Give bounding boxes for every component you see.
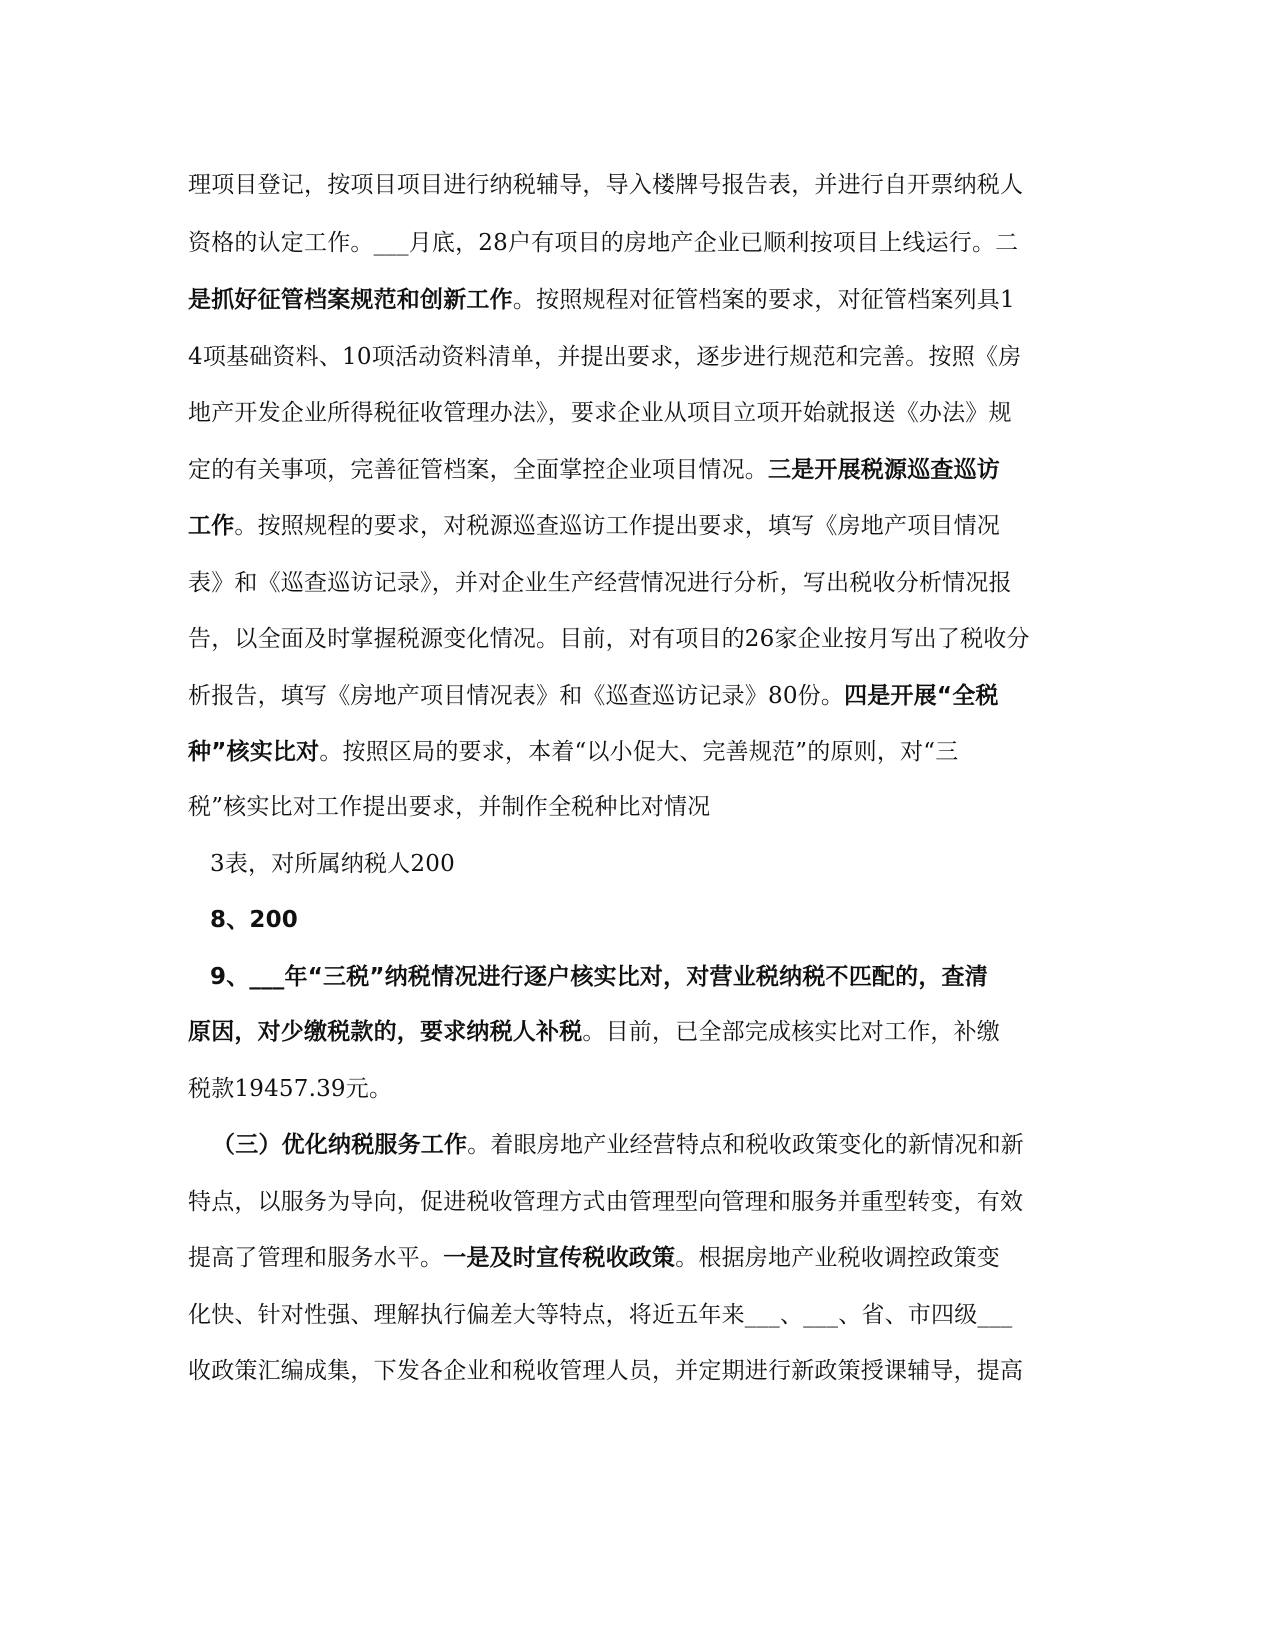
text-segment: 析报告，填写《房地产项目情况表》和《巡查巡访记录》80份。 (188, 683, 845, 709)
text-segment: 。按照规程对征管档案的要求，对征管档案列具1 (512, 287, 1015, 313)
text-line-18 (212, 1130, 1112, 1160)
text-segment: 3表，对所属纳税人200 (210, 851, 455, 877)
text-segment: 4项基础资料、10项活动资料清单，并提出要求，逐步进行规范和完善。按照《房 (188, 344, 1022, 370)
text-segment: 。按照规程的要求，对税源巡查巡访工作提出要求，填写《房地产项目情况 (234, 513, 1001, 539)
text-segment: 税款19457.39元。 (188, 1076, 393, 1102)
text-line-22 (188, 1356, 1088, 1386)
text-line-10 (188, 681, 1088, 711)
bold-heading-segment: 9、___年“三税”纳税情况进行逐户核实比对，对营业税纳税不匹配的，查清 (210, 964, 988, 990)
text-line-3 (188, 285, 1088, 315)
bold-heading-segment: 是抓好征管档案规范和创新工作 (188, 287, 513, 313)
text-line-14 (210, 905, 1110, 935)
text-segment: 理项目登记，按项目项目进行纳税辅导，导入楼牌号报告表，并进行自开票纳税人 (188, 172, 1024, 198)
text-line-15 (210, 962, 1110, 992)
bold-heading-segment: 三是开展税源巡查巡访 (768, 457, 1000, 483)
text-line-6 (188, 455, 1088, 485)
text-line-4 (188, 342, 1088, 372)
text-line-5 (188, 398, 1088, 428)
text-line-9 (188, 624, 1088, 654)
text-line-8 (188, 568, 1088, 598)
text-segment: 资格的认定工作。___月底，28户有项目的房地产企业已顺利按项目上线运行。二 (188, 230, 1019, 256)
text-line-1 (188, 170, 1088, 200)
bold-heading-segment: 一是及时宣传税收政策 (443, 1245, 676, 1271)
text-line-13 (210, 849, 1110, 879)
text-line-2 (188, 228, 1088, 258)
text-segment: 定的有关事项，完善征管档案，全面掌控企业项目情况。 (188, 457, 768, 483)
text-segment: 特点，以服务为导向，促进税收管理方式由管理型向管理和服务并重型转变，有效 (188, 1189, 1024, 1215)
text-segment: 。按照区局的要求，本着“以小促大、完善规范”的原则，对“三 (319, 739, 959, 765)
bold-heading-segment: 工作 (188, 513, 235, 539)
text-line-11 (188, 737, 1088, 767)
text-line-20 (188, 1243, 1088, 1273)
text-segment: 提高了管理和服务水平。 (188, 1245, 444, 1271)
text-segment: 化快、针对性强、理解执行偏差大等特点，将近五年来___、___、省、市四级___ (188, 1302, 1013, 1328)
text-segment: 税”核实比对工作提出要求，并制作全税种比对情况 (188, 794, 711, 820)
text-line-17 (188, 1074, 1088, 1104)
text-segment: 收政策汇编成集，下发各企业和税收管理人员，并定期进行新政策授课辅导，提高 (188, 1358, 1024, 1384)
text-line-21 (188, 1300, 1088, 1330)
text-segment: 地产开发企业所得税征收管理办法》，要求企业从项目立项开始就报送《办法》规 (188, 400, 1012, 426)
text-segment: 。目前，已全部完成核实比对工作，补缴 (582, 1019, 1001, 1045)
text-segment: 告，以全面及时掌握税源变化情况。目前，对有项目的26家企业按月写出了税收分 (188, 626, 1030, 652)
bold-heading-segment: 8、200 (210, 907, 299, 933)
section-heading: （三）优化纳税服务工作 (212, 1132, 468, 1158)
text-line-16 (188, 1017, 1088, 1047)
text-segment: 表》和《巡查巡访记录》，并对企业生产经营情况进行分析，写出税收分析情况报 (188, 570, 1012, 596)
bold-heading-segment: 种”核实比对 (188, 739, 320, 765)
text-segment: 。着眼房地产业经营特点和税收政策变化的新情况和新 (467, 1132, 1025, 1158)
text-line-19 (188, 1187, 1088, 1217)
text-segment: 。根据房地产业税收调控政策变 (675, 1245, 1001, 1271)
bold-heading-segment: 四是开展“全税 (844, 683, 999, 709)
text-line-12 (188, 792, 1088, 822)
bold-heading-segment: 原因，对少缴税款的，要求纳税人补税 (188, 1019, 583, 1045)
text-line-7 (188, 511, 1088, 541)
